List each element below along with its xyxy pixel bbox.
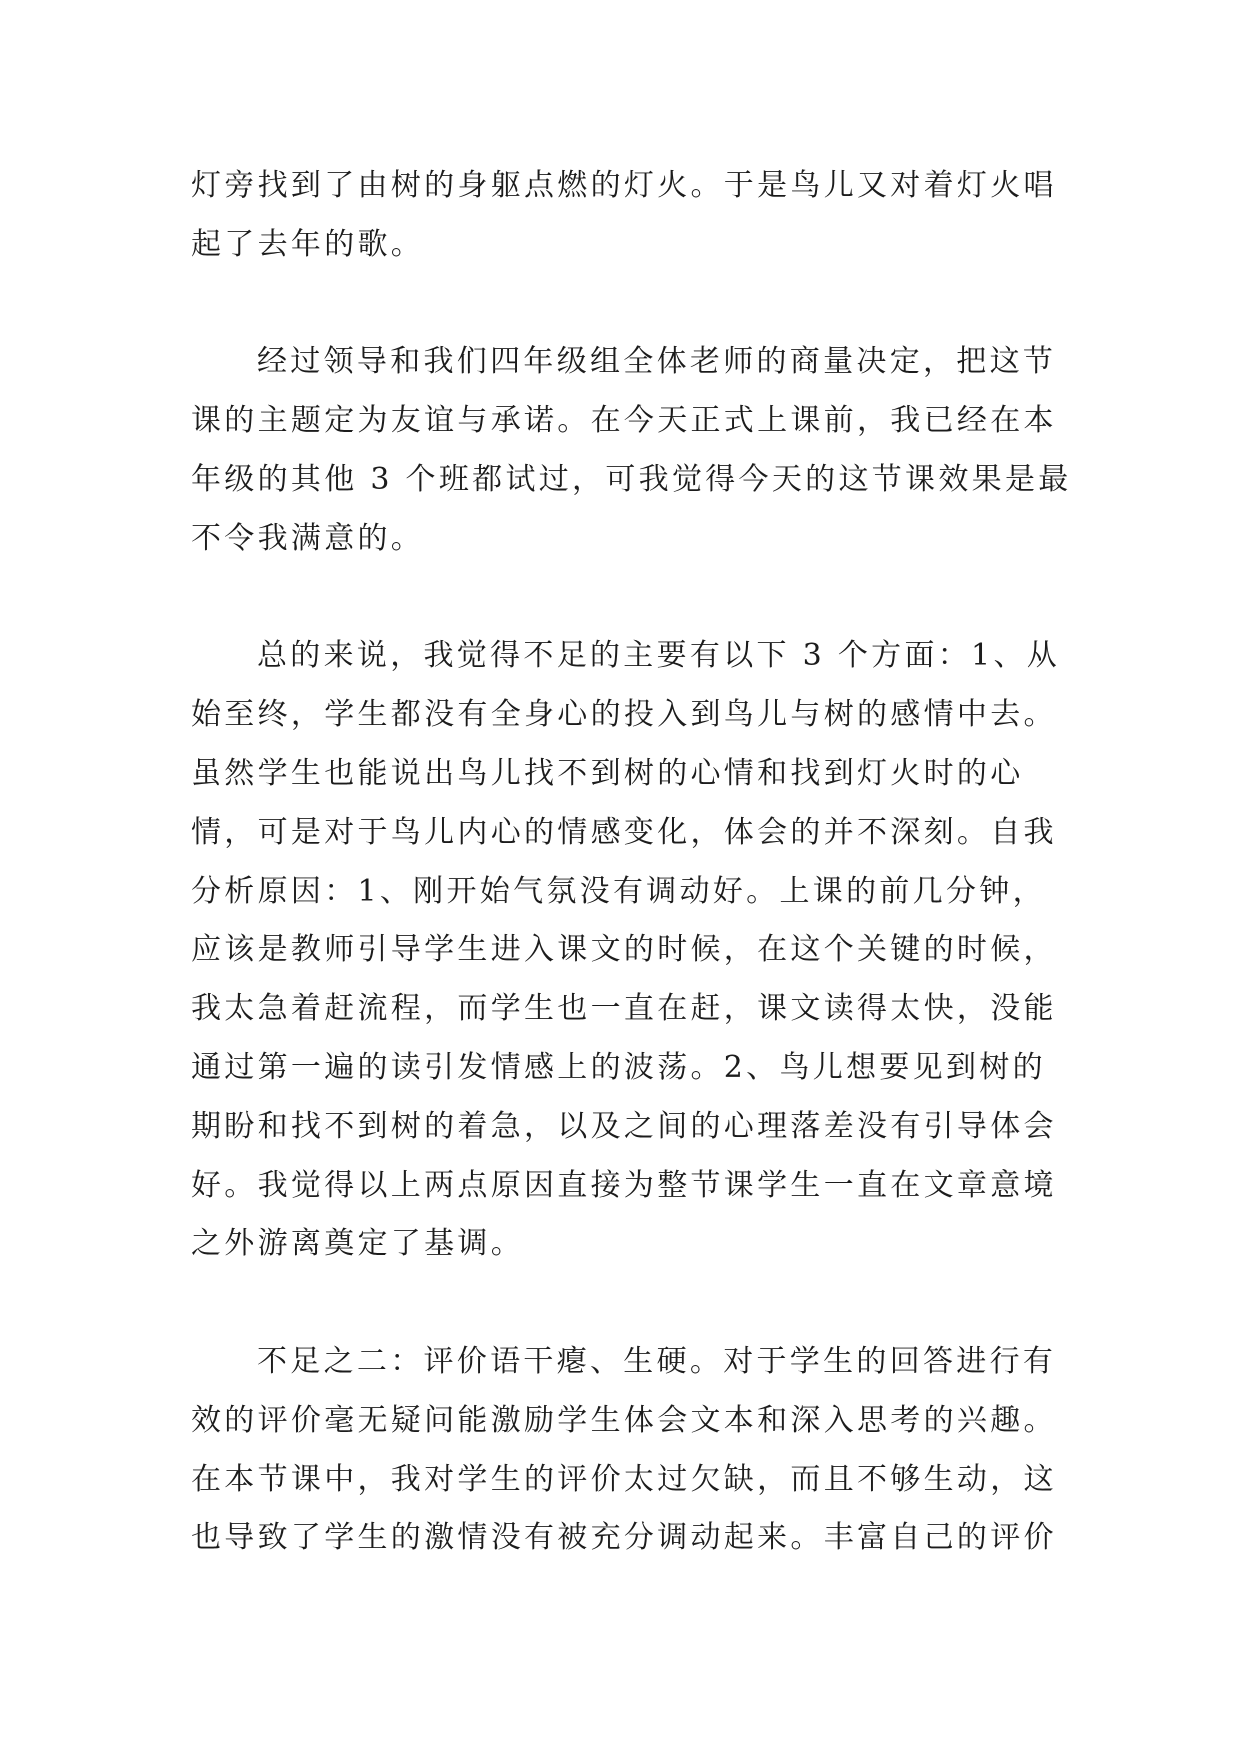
text-line: 分析原因：1、刚开始气氛没有调动好。上课的前几分钟， (191, 873, 1046, 909)
text-line: 通过第一遍的读引发情感上的波荡。2、鸟儿想要见到树的 (191, 1049, 1046, 1085)
text-line: 期盼和找不到树的着急，以及之间的心理落差没有引导体会 (191, 1108, 1057, 1144)
text-line: 经过领导和我们四年级组全体老师的商量决定，把这节 (257, 344, 1057, 380)
text-line: 好。我觉得以上两点原因直接为整节课学生一直在文章意境 (191, 1167, 1057, 1203)
text-line: 年级的其他 3 个班都试过，可我觉得今天的这节课效果是最 (191, 461, 1072, 497)
text-line: 起了去年的歌。 (191, 226, 425, 262)
text-line: 虽然学生也能说出鸟儿找不到树的心情和找到灯火时的心 (191, 755, 1024, 791)
text-line: 也导致了学生的激情没有被充分调动起来。丰富自己的评价 (191, 1520, 1057, 1556)
text-line: 情，可是对于鸟儿内心的情感变化，体会的并不深刻。自我 (191, 814, 1057, 850)
document-body (191, 157, 1131, 1627)
text-line: 始至终，学生都没有全身心的投入到鸟儿与树的感情中去。 (191, 697, 1057, 733)
paragraph-1 (191, 157, 1131, 275)
text-line: 应该是教师引导学生进入课文的时候，在这个关键的时候， (191, 932, 1057, 968)
paragraph-4 (191, 1333, 1131, 1568)
text-line: 不令我满意的。 (191, 520, 425, 556)
text-line: 我太急着赶流程，而学生也一直在赶，课文读得太快，没能 (191, 991, 1057, 1027)
paragraph-3 (191, 627, 1131, 1274)
text-line: 灯旁找到了由树的身躯点燃的灯火。于是鸟儿又对着灯火唱 (191, 168, 1057, 203)
text-line: 不足之二：评价语干瘪、生硬。对于学生的回答进行有 (257, 1343, 1057, 1379)
paragraph-2 (191, 333, 1131, 568)
text-line: 课的主题定为友谊与承诺。在今天正式上课前，我已经在本 (191, 403, 1057, 439)
text-line: 效的评价毫无疑问能激励学生体会文本和深入思考的兴趣。 (191, 1402, 1057, 1438)
text-line: 之外游离奠定了基调。 (191, 1226, 524, 1262)
text-line: 在本节课中，我对学生的评价太过欠缺，而且不够生动，这 (191, 1461, 1057, 1497)
text-line: 总的来说，我觉得不足的主要有以下 3 个方面：1、从 (257, 638, 1061, 674)
